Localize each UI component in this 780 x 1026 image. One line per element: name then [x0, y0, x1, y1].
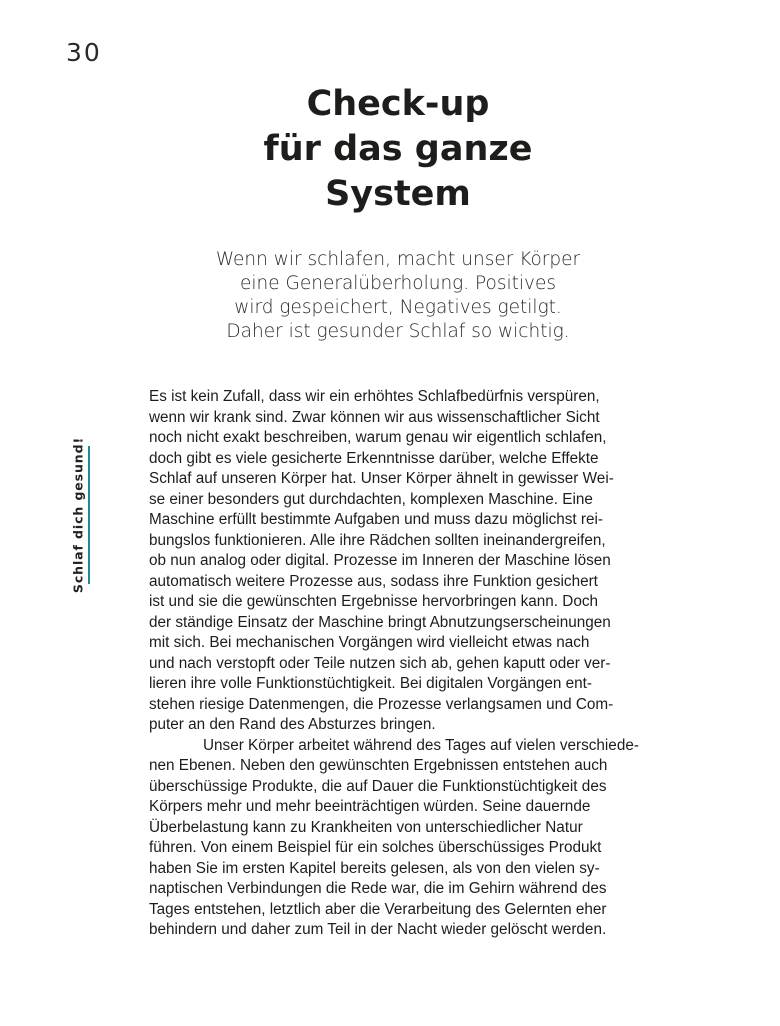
lead-paragraph: [178, 248, 618, 344]
body-line-text: Tages entstehen, letztlich aber die Verarbeitung des Gelernten eher: [149, 900, 607, 918]
body-line: [149, 510, 649, 531]
body-line-text: noch nicht exakt beschreiben, warum genau wir eigentlich schlafen,: [149, 429, 607, 446]
body-line: [149, 592, 649, 613]
body-line-indented: [149, 736, 649, 757]
body-line: [149, 777, 649, 798]
body-line-text: Überbelastung kann zu Krankheiten von unterschiedlicher Natur: [149, 818, 583, 836]
body-line-text: stehen riesige Datenmengen, die Prozesse verlangsamen und Com-: [149, 695, 614, 713]
lead-line: eine Generalüberholung. Positives: [240, 273, 556, 294]
body-line-text: Schlaf auf unseren Körper hat. Unser Körper ähnelt in gewisser Wei-: [149, 470, 614, 487]
body-line: [149, 469, 649, 490]
lead-line: wird gespeichert, Negatives getilgt.: [234, 297, 562, 318]
body-line-text: und nach verstopft oder Teile nutzen sich ab, gehen kaputt oder ver-: [149, 654, 611, 672]
body-line-text: doch gibt es viele gesicherte Erkenntnisse darüber, welche Effekte: [149, 449, 599, 467]
body-line: [149, 674, 649, 695]
body-line: [149, 756, 649, 777]
body-line-text: der ständige Einsatz der Maschine bringt Abnutzungserscheinungen: [149, 613, 611, 631]
body-line-text: Es ist kein Zufall, dass wir ein erhöhtes Schlafbedürfnis verspüren,: [149, 388, 600, 405]
body-line: [149, 633, 649, 654]
body-line: [149, 531, 649, 552]
lead-line: Wenn wir schlafen, macht unser Körper: [215, 249, 581, 270]
body-line-text: wenn wir krank sind. Zwar können wir aus wissenschaftlicher Sicht: [149, 408, 600, 426]
body-line: [149, 715, 649, 736]
body-line-text: nen Ebenen. Neben den gewünschten Ergebnissen entstehen auch: [149, 757, 608, 774]
body-line-text: Unser Körper arbeitet während des Tages auf vielen verschiede-: [203, 736, 639, 754]
body-line: [149, 428, 649, 449]
body-line-text: haben Sie im ersten Kapitel bereits gelesen, als von den vielen sy-: [149, 859, 600, 877]
body-line-text: lieren ihre volle Funktionstüchtigkeit. Bei digitalen Vorgängen ent-: [149, 675, 593, 692]
body-line: [149, 838, 649, 859]
body-line: [149, 900, 649, 921]
body-line-text: bungslos funktionieren. Alle ihre Rädchen sollten ineinandergreifen,: [149, 531, 606, 549]
body-line-text: führen. Von einem Beispiel für ein solches überschüssiges Produkt: [149, 839, 602, 856]
body-line-text: naptischen Verbindungen die Rede war, die im Gehirn während des: [149, 880, 607, 897]
body-line: [149, 387, 649, 408]
body-line: [149, 572, 649, 593]
side-tab: [66, 436, 90, 594]
body-line: [149, 695, 649, 716]
side-tab-label: Schlaf dich gesund!: [70, 436, 86, 594]
body-line-text: Maschine erfüllt bestimmte Aufgaben und muss dazu möglichst rei-: [149, 511, 604, 528]
body-line: [149, 797, 649, 818]
body-line: [149, 879, 649, 900]
body-line-text: ist und sie die gewünschten Ergebnisse hervorbringen kann. Doch: [149, 593, 598, 610]
body-line-text: mit sich. Bei mechanischen Vorgängen wird vielleicht etwas nach: [149, 634, 590, 651]
body-line-text: automatisch weitere Prozesse aus, sodass ihre Funktion gesichert: [149, 572, 598, 590]
body-line-text: puter an den Rand des Absturzes bringen.: [149, 716, 436, 733]
chapter-title: [190, 82, 606, 217]
body-line: [149, 818, 649, 839]
body-line: [149, 613, 649, 634]
body-text: [149, 387, 649, 941]
body-line: [149, 859, 649, 880]
lead-line: Daher ist gesunder Schlaf so wichtig.: [226, 321, 570, 342]
page-number: 30: [66, 38, 102, 67]
body-line-text: behindern und daher zum Teil in der Nacht wieder gelöscht werden.: [149, 921, 607, 938]
body-line-text: Körpers mehr und mehr beeinträchtigen würden. Seine dauernde: [149, 798, 591, 815]
body-line-text: ob nun analog oder digital. Prozesse im Inneren der Maschine lösen: [149, 552, 611, 569]
body-line-text: überschüssige Produkte, die auf Dauer die Funktionstüchtigkeit des: [149, 777, 607, 795]
body-line: [149, 920, 649, 941]
body-line: [149, 490, 649, 511]
body-line-text: se einer besonders gut durchdachten, komplexen Maschine. Eine: [149, 490, 593, 508]
body-line: [149, 551, 649, 572]
side-tab-accent-line: [88, 446, 90, 584]
body-line: [149, 449, 649, 470]
body-line: [149, 654, 649, 675]
chapter-title-line: Check-up: [306, 84, 490, 124]
body-line: [149, 408, 649, 429]
chapter-title-line: System: [325, 174, 471, 214]
chapter-title-line: für das ganze: [263, 129, 533, 169]
